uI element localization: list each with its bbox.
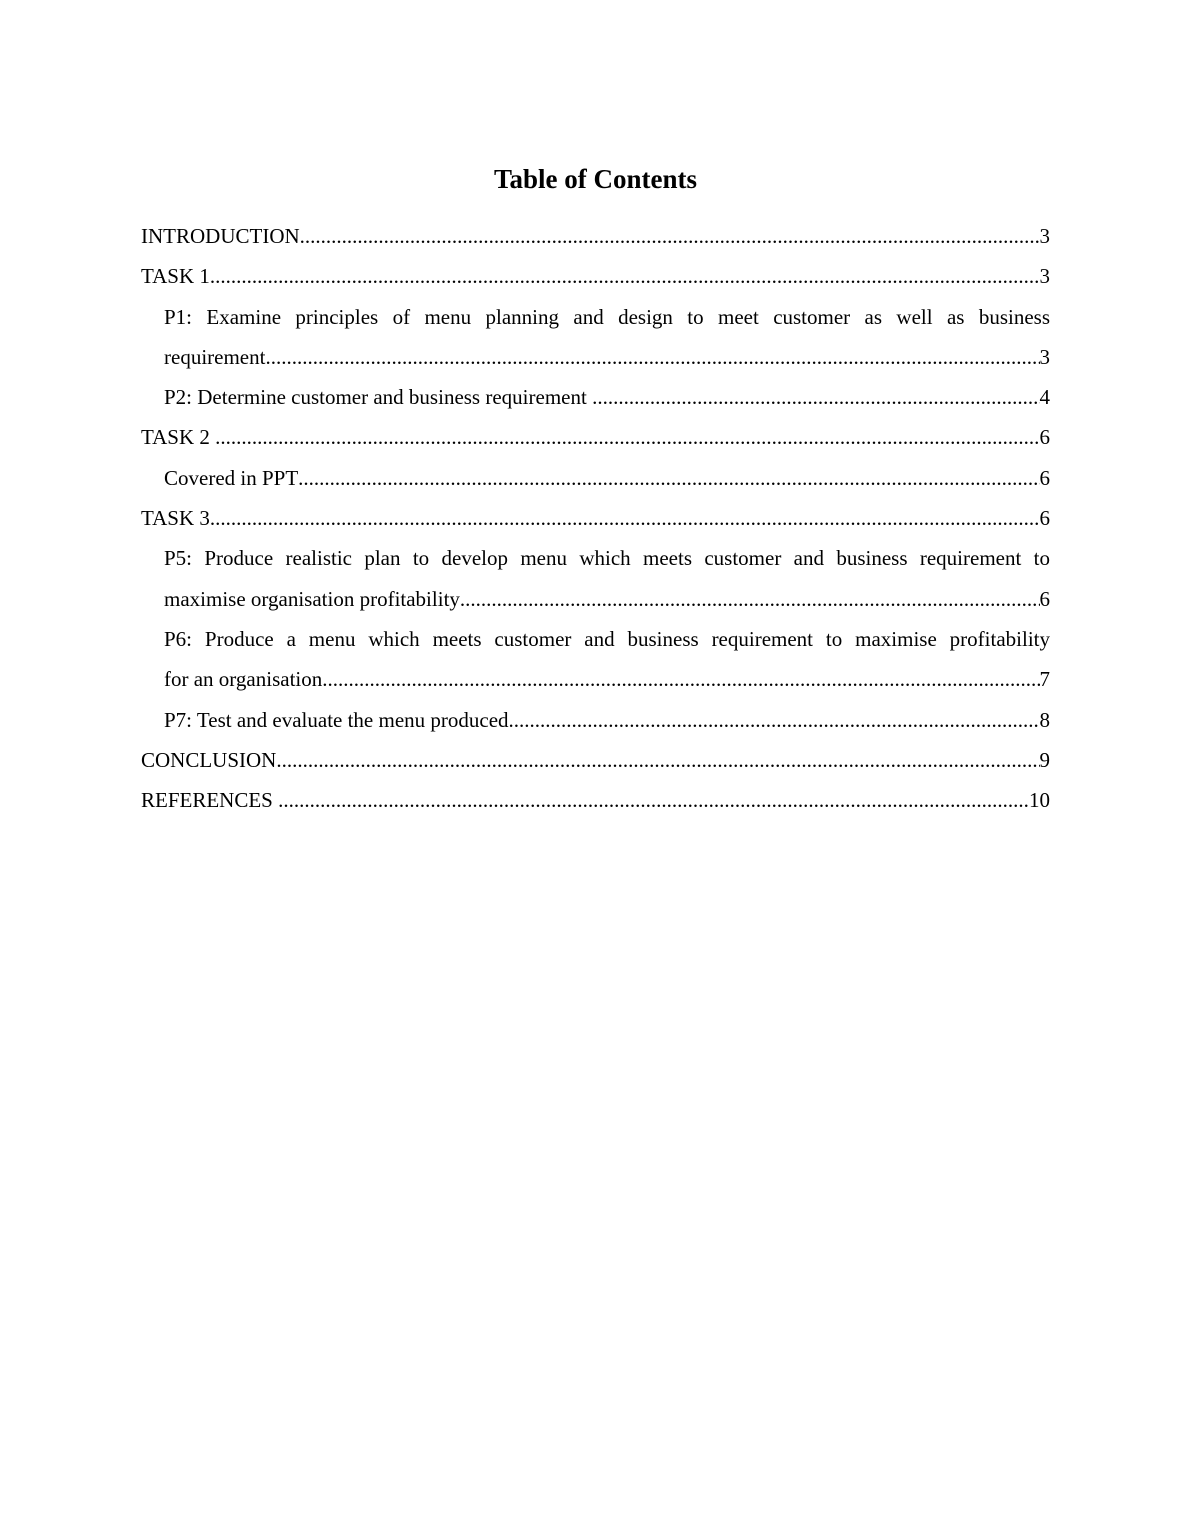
toc-entry-label: CONCLUSION [141, 747, 277, 772]
toc-entry-p2[interactable] [141, 377, 1050, 417]
toc-leader-dots [298, 458, 1039, 498]
toc-entry-task-2[interactable] [141, 417, 1050, 457]
toc-page-number: 3 [1039, 264, 1050, 289]
toc-page-number: 7 [1039, 667, 1050, 692]
toc-leader-dots [278, 780, 1029, 820]
toc-entry-label: TASK 2 [141, 425, 216, 450]
toc-entry-label: TASK 3 [141, 506, 210, 531]
toc-entry-label: P7: Test and evaluate the menu produced [164, 707, 509, 732]
toc-entry-task-1[interactable] [141, 256, 1050, 296]
toc-page-number: 3 [1039, 344, 1050, 369]
toc-leader-dots [210, 498, 1040, 538]
toc-entry-label-first-line: P5: Produce realistic plan to develop menu which meets customer and business requirement to [164, 546, 1050, 571]
toc-leader-dots [592, 377, 1039, 417]
toc-entry-references[interactable] [141, 780, 1050, 820]
toc-page-number: 6 [1039, 465, 1050, 490]
toc-entry-task-3[interactable] [141, 498, 1050, 538]
toc-leader-dots [509, 700, 1040, 740]
toc-page-number: 6 [1039, 586, 1050, 611]
toc-entry-label-first-line: P6: Produce a menu which meets customer and business requirement to maximise profitability [164, 626, 1050, 651]
toc-entry-label: P2: Determine customer and business requirement [164, 385, 593, 410]
toc-leader-dots [265, 337, 1039, 377]
toc-entry-introduction[interactable] [141, 216, 1050, 256]
toc-leader-dots [210, 256, 1040, 296]
toc-page-number: 6 [1039, 425, 1050, 450]
toc-entry-label: for an organisation [164, 667, 323, 692]
toc-entry-p1[interactable] [141, 297, 1050, 378]
toc-page-number: 9 [1039, 747, 1050, 772]
toc-page-number: 3 [1039, 224, 1050, 248]
toc-entry-p6[interactable] [141, 619, 1050, 700]
toc-leader-dots [460, 579, 1040, 619]
toc-list [141, 216, 1050, 820]
toc-leader-dots [276, 740, 1039, 780]
toc-entry-label: requirement [164, 344, 266, 369]
toc-entry-covered-in-ppt[interactable] [141, 458, 1050, 498]
toc-title: Table of Contents [493, 164, 698, 194]
toc-entry-label: Covered in PPT [164, 465, 299, 490]
toc-entry-p7[interactable] [141, 700, 1050, 740]
toc-entry-label: REFERENCES [141, 788, 279, 813]
toc-entry-conclusion[interactable] [141, 740, 1050, 780]
toc-entry-label: maximise organisation profitability [164, 586, 460, 611]
toc-leader-dots [322, 659, 1039, 699]
toc-entry-label-first-line: P1: Examine principles of menu planning and design to meet customer as well as business [164, 304, 1050, 329]
toc-entry-label: TASK 1 [141, 264, 210, 289]
toc-page-number: 10 [1029, 788, 1050, 813]
toc-leader-dots [300, 216, 1040, 256]
toc-page-number: 6 [1039, 506, 1050, 531]
toc-page-number: 8 [1039, 707, 1050, 732]
toc-leader-dots [215, 417, 1039, 457]
toc-entry-label: INTRODUCTION [141, 224, 300, 248]
toc-entry-p5[interactable] [141, 538, 1050, 619]
toc-page-number: 4 [1039, 385, 1050, 410]
